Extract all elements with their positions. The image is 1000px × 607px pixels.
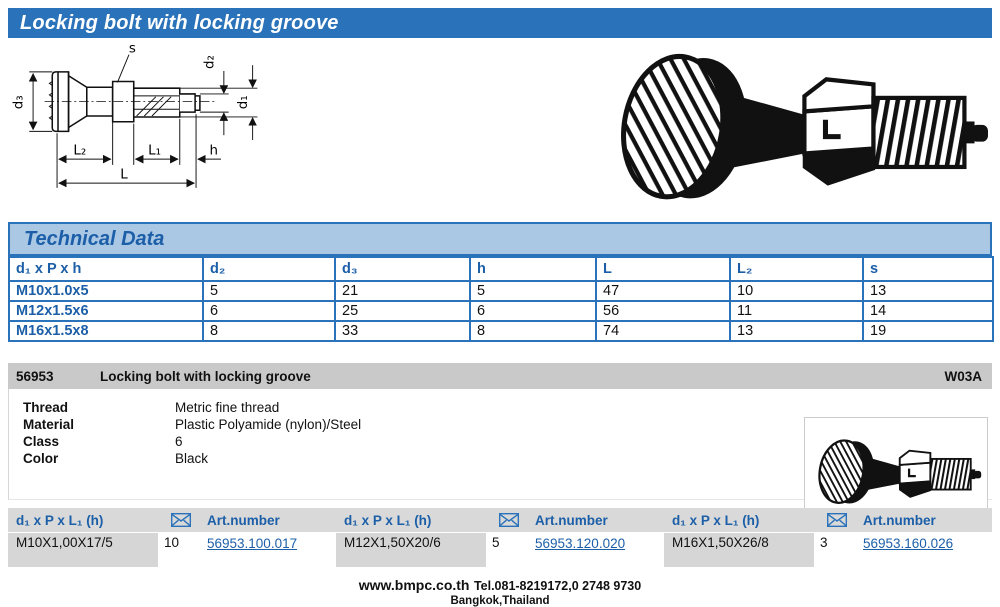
art-number-link[interactable]: 56953.100.017 <box>207 536 298 551</box>
order-item-size: M10X1,00X17/5 <box>8 533 158 567</box>
cell-s: 13 <box>863 281 993 301</box>
property-value: Plastic Polyamide (nylon)/Steel <box>175 417 362 432</box>
cell-size: M12x1.5x6 <box>9 301 203 321</box>
dimension-drawing <box>12 42 290 213</box>
product-photo <box>602 44 990 204</box>
product-body <box>8 389 992 500</box>
col-header-d3: d₃ <box>335 257 470 281</box>
cell-L2: 13 <box>730 321 863 341</box>
page-footer <box>0 577 1000 607</box>
technical-data-section <box>8 222 992 342</box>
dim-label-L2: L₂ <box>73 143 87 159</box>
property-label: Color <box>23 451 59 466</box>
technical-data-title: Technical Data <box>8 222 992 256</box>
product-section <box>8 363 992 500</box>
col-header-h: h <box>470 257 596 281</box>
cell-L: 47 <box>596 281 730 301</box>
footer-location: Bangkok,Thailand <box>450 595 550 607</box>
order-size-header: d₁ x P x L₁ (h) <box>344 512 432 528</box>
property-label: Material <box>23 417 75 432</box>
product-name: Locking bolt with locking groove <box>100 368 311 384</box>
property-value: Metric fine thread <box>175 400 280 415</box>
footer-website: www.bmpc.co.th <box>358 577 470 593</box>
table-header-row <box>9 257 993 281</box>
cell-d2: 8 <box>203 321 335 341</box>
table-row <box>9 281 993 301</box>
order-art-header: Art.number <box>863 512 936 528</box>
envelope-icon <box>814 513 859 527</box>
art-number-link[interactable]: 56953.120.020 <box>535 536 626 551</box>
order-item-qty: 10 <box>164 535 180 550</box>
table-row <box>9 321 993 341</box>
order-item-size: M16X1,50X26/8 <box>664 533 814 567</box>
cell-L: 56 <box>596 301 730 321</box>
product-header-bar <box>8 363 992 389</box>
property-label: Thread <box>23 400 69 415</box>
order-table-header <box>8 508 992 532</box>
col-header-s: s <box>863 257 993 281</box>
cell-size: M10x1.0x5 <box>9 281 203 301</box>
order-art-header: Art.number <box>535 512 608 528</box>
property-label: Class <box>23 434 60 449</box>
page-title: Locking bolt with locking groove <box>8 8 992 38</box>
cell-d3: 25 <box>335 301 470 321</box>
cell-d3: 33 <box>335 321 470 341</box>
col-header-L2: L₂ <box>730 257 863 281</box>
art-number-link[interactable]: 56953.160.026 <box>863 536 954 551</box>
envelope-icon <box>158 513 203 527</box>
cell-size: M16x1.5x8 <box>9 321 203 341</box>
product-ref: W03A <box>944 368 982 384</box>
col-header-size: d₁ x P x h <box>9 257 203 281</box>
product-thumbnail <box>810 435 982 506</box>
dim-label-d3: d₃ <box>12 95 27 110</box>
envelope-icon <box>486 513 531 527</box>
dim-label-L: L <box>120 167 128 183</box>
dim-label-d2: d₂ <box>202 55 218 70</box>
order-art-header: Art.number <box>207 512 280 528</box>
technical-data-table <box>8 256 994 342</box>
order-size-header: d₁ x P x L₁ (h) <box>16 512 104 528</box>
order-size-header: d₁ x P x L₁ (h) <box>672 512 760 528</box>
cell-s: 14 <box>863 301 993 321</box>
order-table-row <box>8 533 992 567</box>
table-row <box>9 301 993 321</box>
property-row <box>23 399 992 416</box>
cell-s: 19 <box>863 321 993 341</box>
dim-label-h: h <box>209 143 218 159</box>
cell-L2: 11 <box>730 301 863 321</box>
property-value: Black <box>175 451 209 466</box>
order-item-qty: 3 <box>820 535 828 550</box>
dim-label-L1: L₁ <box>148 143 161 159</box>
dim-label-d1: d₁ <box>235 95 251 110</box>
cell-h: 8 <box>470 321 596 341</box>
property-value: 6 <box>175 434 183 449</box>
cell-d2: 5 <box>203 281 335 301</box>
cell-L: 74 <box>596 321 730 341</box>
col-header-L: L <box>596 257 730 281</box>
product-code: 56953 <box>16 368 54 384</box>
order-item-qty: 5 <box>492 535 500 550</box>
cell-L2: 10 <box>730 281 863 301</box>
cell-h: 6 <box>470 301 596 321</box>
col-header-d2: d₂ <box>203 257 335 281</box>
cell-d3: 21 <box>335 281 470 301</box>
cell-h: 5 <box>470 281 596 301</box>
order-item-size: M12X1,50X20/6 <box>336 533 486 567</box>
order-table <box>8 508 992 567</box>
footer-phone: Tel.081-8219172,0 2748 9730 <box>473 579 642 593</box>
dim-label-s: s <box>128 42 136 57</box>
cell-d2: 6 <box>203 301 335 321</box>
